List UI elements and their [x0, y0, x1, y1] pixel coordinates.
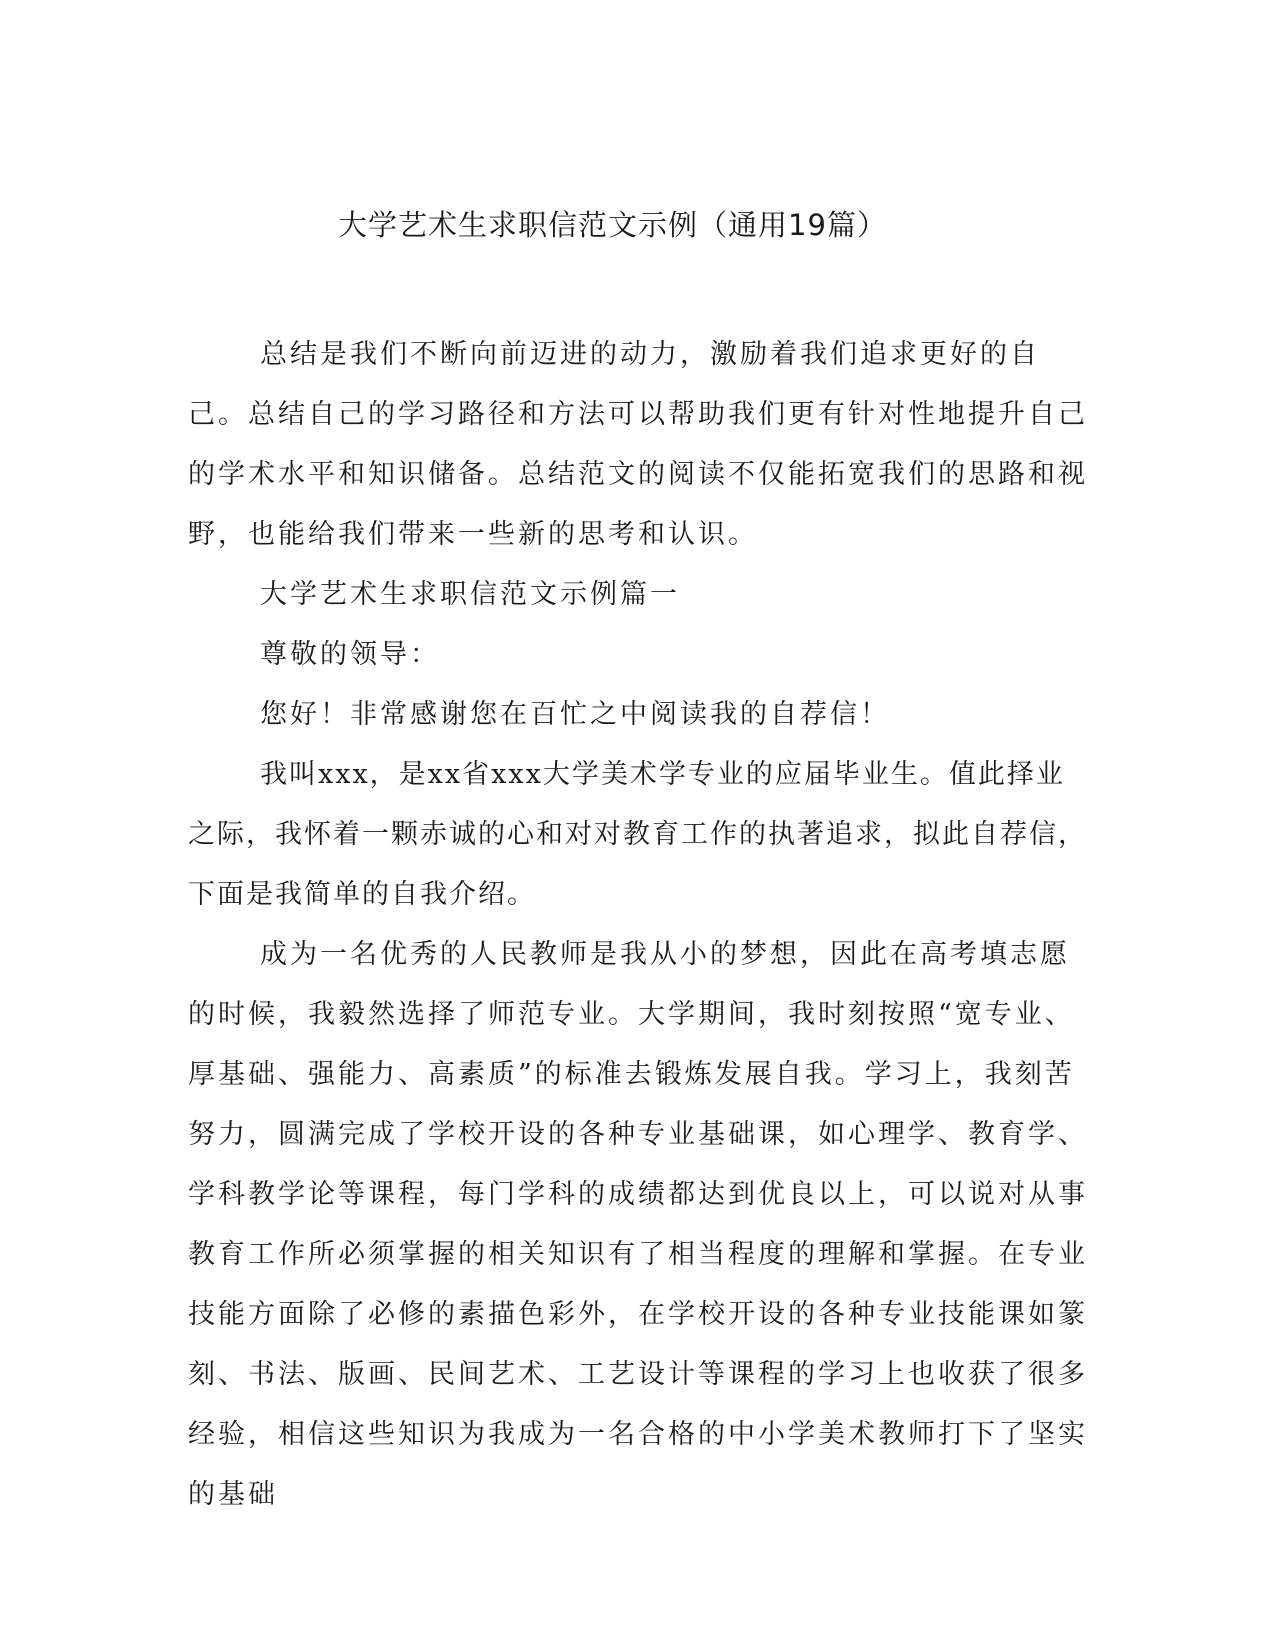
greeting-paragraph: 您好！非常感谢您在百忙之中阅读我的自荐信！ — [260, 699, 890, 730]
document-body — [188, 325, 1093, 1525]
salutation: 尊敬的领导： — [260, 639, 440, 670]
self-intro-paragraph: 我叫xxx，是xx省xxx大学美术学专业的应届毕业生。值此择业之际，我怀着一颗赤诚的心和对对教育工作的执著追求，拟此自荐信，下面是我简单的自我介绍。 — [188, 759, 1087, 910]
education-paragraph: 成为一名优秀的人民教师是我从小的梦想，因此在高考填志愿的时候，我毅然选择了师范专业。大学期间，我时刻按照“宽专业、厚基础、强能力、高素质”的标准去锻炼发展自我。学习上，我刻苦努力，圆满完成了学校开设的各种专业基础课，如心理学、教育学、学科教学论等课程，每门学科的成绩都达到优良以上，可以说对从事教育工作所必须掌握的相关知识有了相当程度的理解和掌握。在专业技能方面除了必修的素描色彩外，在学校开设的各种专业技能课如篆刻、书法、版画、民间艺术、工艺设计等课程的学习上也收获了很多经验，相信这些知识为我成为一名合格的中小学美术教师打下了坚实的基础 — [188, 939, 1088, 1510]
intro-paragraph: 总结是我们不断向前迈进的动力，激励着我们追求更好的自己。总结自己的学习路径和方法可以帮助我们更有针对性地提升自己的学术水平和知识储备。总结范文的阅读不仅能拓宽我们的思路和视野，也能给我们带来一些新的思考和认识。 — [188, 339, 1088, 550]
document-title: 大学艺术生求职信范文示例（通用19篇） — [338, 208, 887, 242]
section-heading: 大学艺术生求职信范文示例篇一 — [260, 579, 680, 610]
